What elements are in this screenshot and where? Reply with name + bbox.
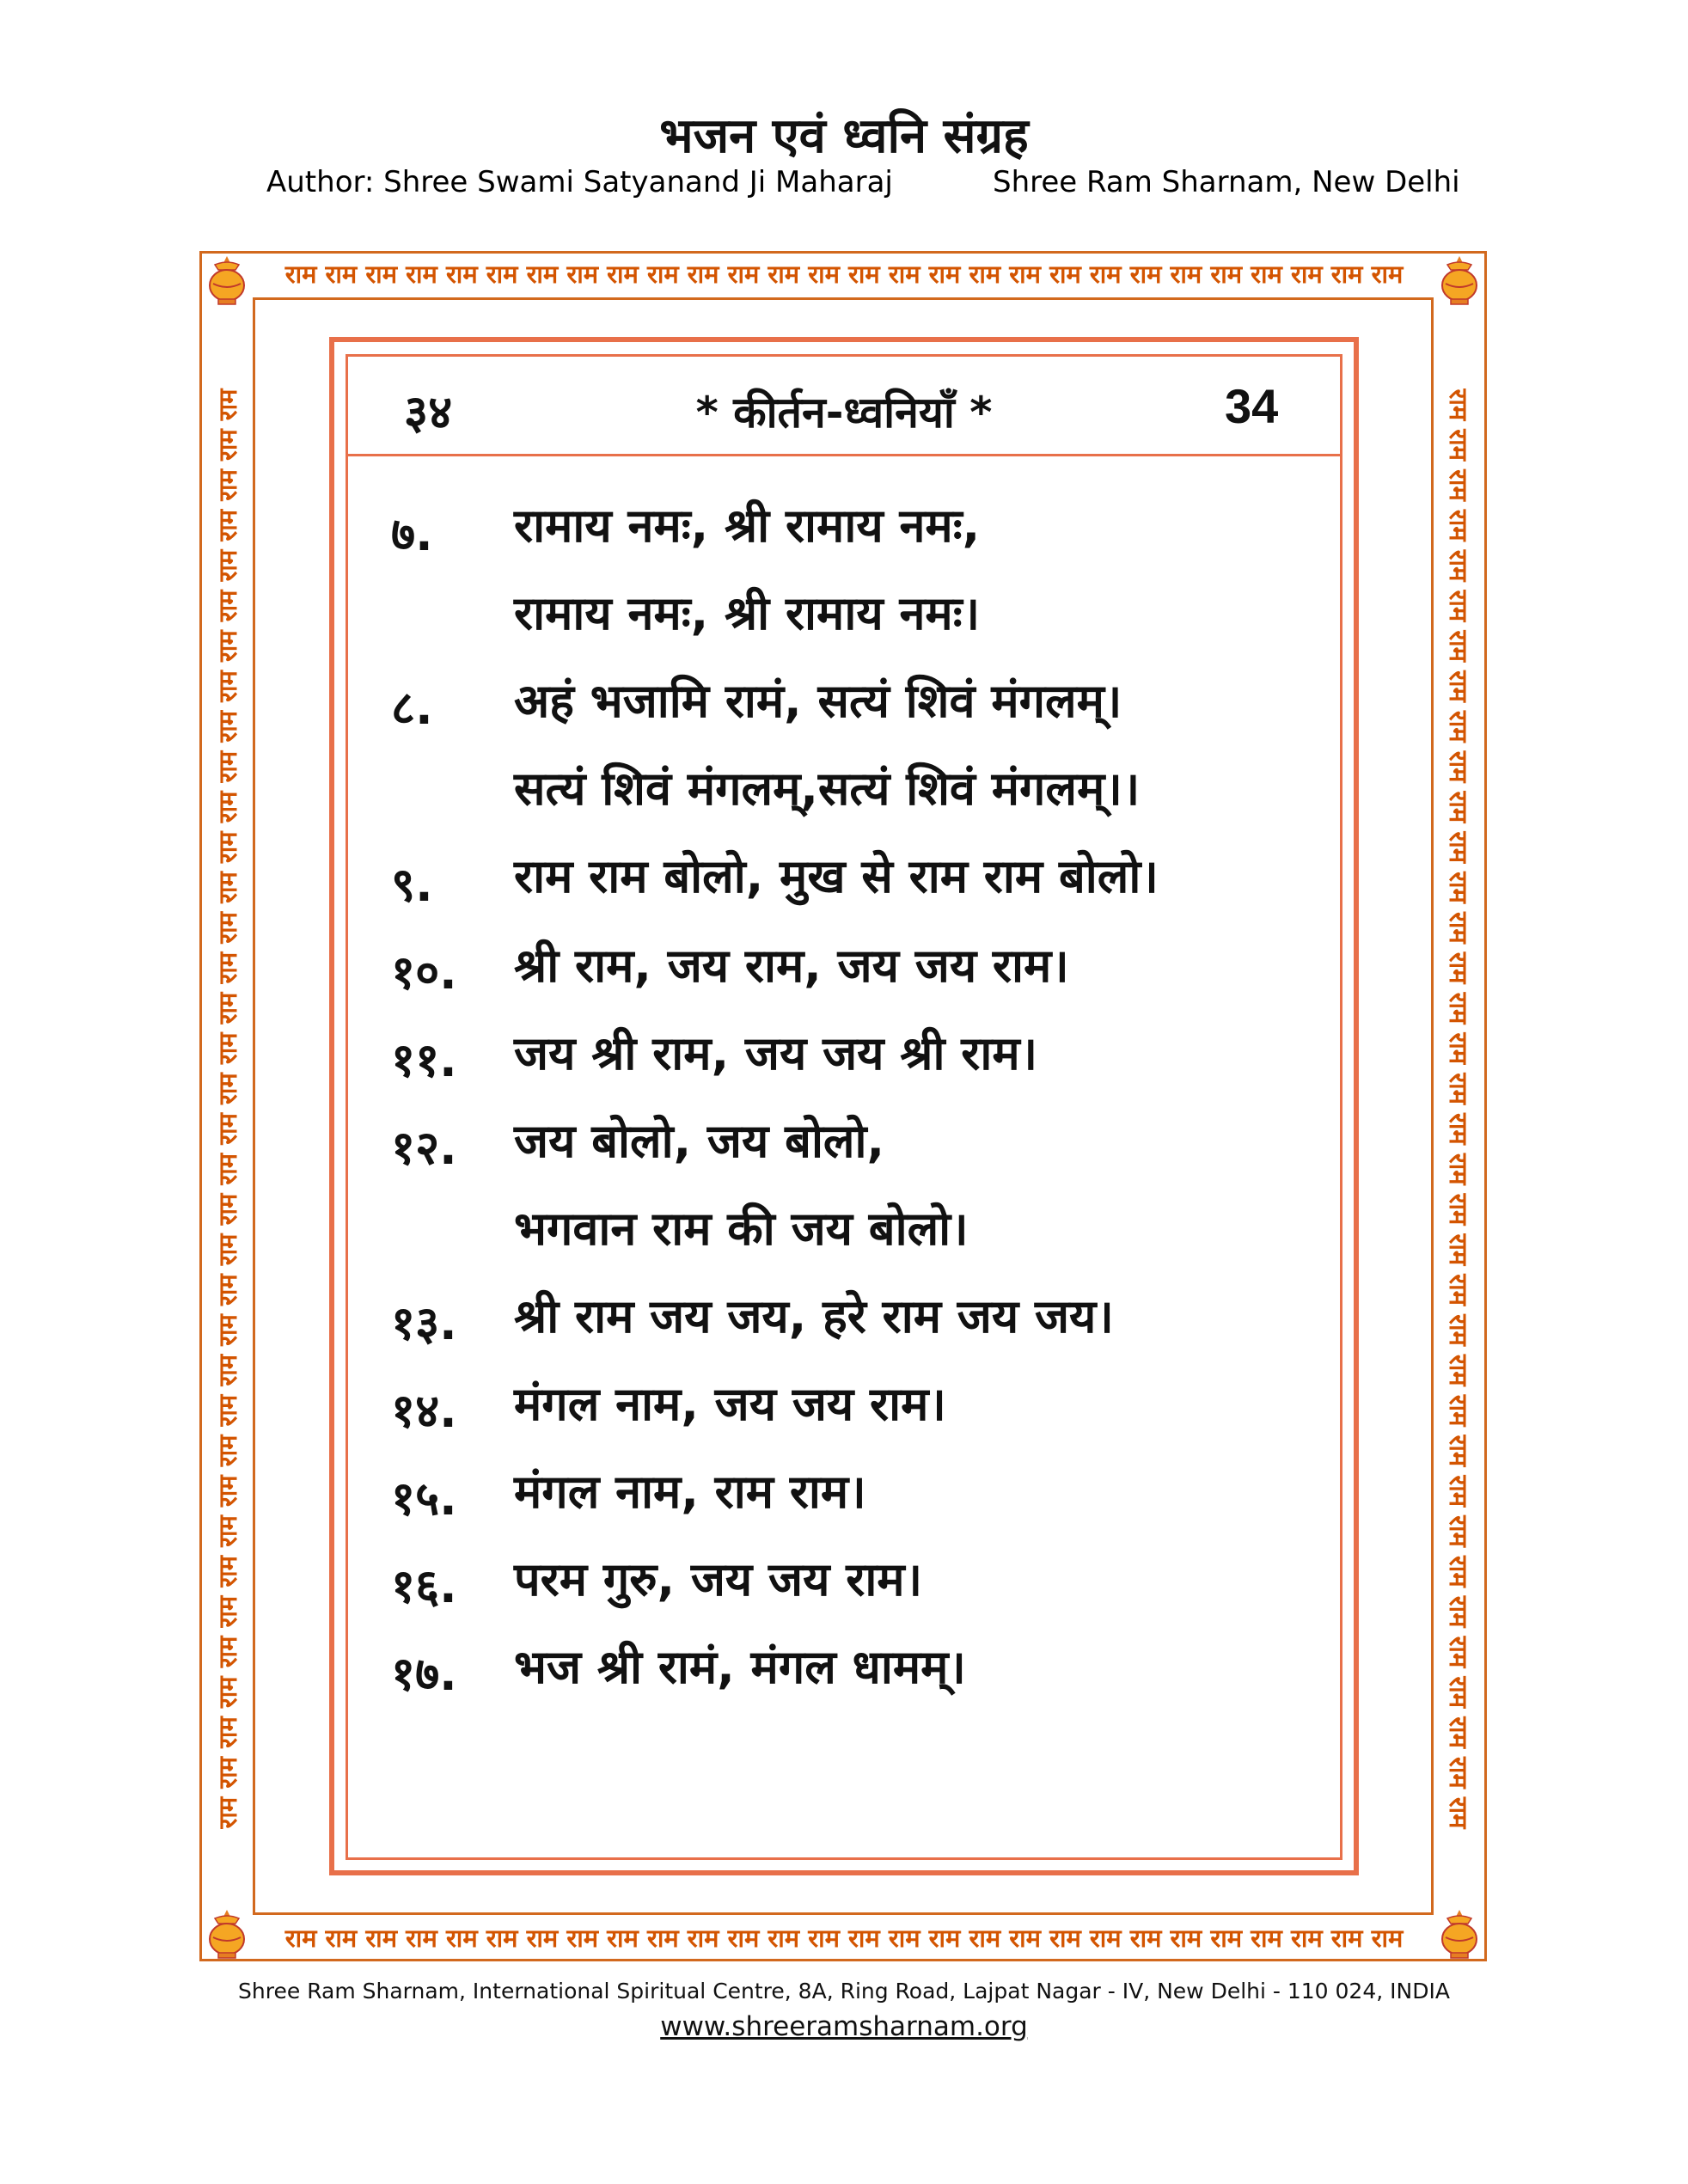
- verse-line: रामाय नमः, श्री रामाय नमः।: [514, 586, 981, 640]
- kalash-icon: [203, 1906, 251, 1960]
- verse-line: सत्यं शिवं मंगलम्,सत्यं शिवं मंगलम्।।: [514, 762, 1141, 816]
- verse-line: अहं भजामि रामं, सत्यं शिवं मंगलम्।: [514, 674, 1122, 728]
- verse-number: ७.: [391, 507, 433, 561]
- verse-line: जय बोलो, जय बोलो,: [514, 1114, 885, 1168]
- ram-border-bottom: राम राम राम राम राम राम राम राम राम राम राम राम राम राम राम राम राम राम राम राम राम राम राम राम राम राम राम राम: [284, 1924, 1404, 1953]
- ram-border-left-text: राम राम राम राम राम राम राम राम राम राम राम राम राम राम राम राम राम राम राम राम राम राम राम राम राम राम राम राम राम राम राम राम राम राम राम राम: [213, 388, 242, 1829]
- verse-number: १७.: [391, 1647, 457, 1701]
- kalash-icon: [1435, 253, 1483, 306]
- verse-line: मंगल नाम, जय जय राम।: [514, 1377, 946, 1431]
- verse-line: राम राम बोलो, मुख से राम राम बोलो।: [514, 849, 1159, 903]
- author-line: Author: Shree Swami Satyanand Ji Maharaj: [266, 165, 893, 199]
- verse-line: श्री राम, जय राम, जय जय राम।: [514, 939, 1069, 993]
- footer-address: Shree Ram Sharnam, International Spiritual Centre, 8A, Ring Road, Lajpat Nagar - IV, New Delhi - 110 024, INDIA: [238, 1979, 1450, 2004]
- verse-number: १३.: [391, 1296, 457, 1350]
- verse-line: मंगल नाम, राम राम।: [514, 1465, 866, 1519]
- ram-border-right-text: राम राम राम राम राम राम राम राम राम राम राम राम राम राम राम राम राम राम राम राम राम राम राम राम राम राम राम राम राम राम राम राम राम राम राम राम: [1444, 388, 1473, 1829]
- card-page-number-devanagari: ३४: [404, 385, 453, 439]
- verse-number: ११.: [391, 1033, 457, 1087]
- card-header-divider: [346, 454, 1342, 456]
- verse-number: ८.: [391, 681, 433, 735]
- verse-line: परम गुरु, जय जय राम।: [514, 1552, 923, 1606]
- website-link[interactable]: www.shreeramsharnam.org: [660, 2011, 1028, 2042]
- verse-line: जय श्री राम, जय जय श्री राम।: [514, 1026, 1038, 1080]
- verse-number: १४.: [391, 1384, 457, 1438]
- ram-border-right: [1437, 327, 1480, 1891]
- document-title: भजन एवं ध्वनि संग्रह: [659, 108, 1029, 164]
- verse-line: भज श्री रामं, मंगल धामम्।: [514, 1640, 966, 1694]
- ram-border-top: राम राम राम राम राम राम राम राम राम राम राम राम राम राम राम राम राम राम राम राम राम राम राम राम राम राम राम राम: [284, 260, 1404, 289]
- card-section-title: * कीर्तन-ध्वनियाँ *: [695, 388, 993, 437]
- verse-number: १५.: [391, 1471, 457, 1526]
- ram-border-left: [206, 327, 249, 1891]
- publisher-line: Shree Ram Sharnam, New Delhi: [993, 165, 1460, 199]
- kalash-icon: [1435, 1906, 1483, 1960]
- verse-number: १०.: [391, 945, 457, 1000]
- verse-line: भगवान राम की जय बोलो।: [514, 1202, 969, 1256]
- verse-line: रामाय नमः, श्री रामाय नमः,: [514, 499, 981, 553]
- card-page-number: 34: [1225, 379, 1279, 433]
- verse-number: ९.: [391, 858, 433, 912]
- kalash-icon: [203, 253, 251, 306]
- verse-number: १६.: [391, 1559, 457, 1613]
- verse-line: श्री राम जय जय, हरे राम जय जय।: [514, 1289, 1114, 1343]
- verse-number: १२.: [391, 1121, 457, 1175]
